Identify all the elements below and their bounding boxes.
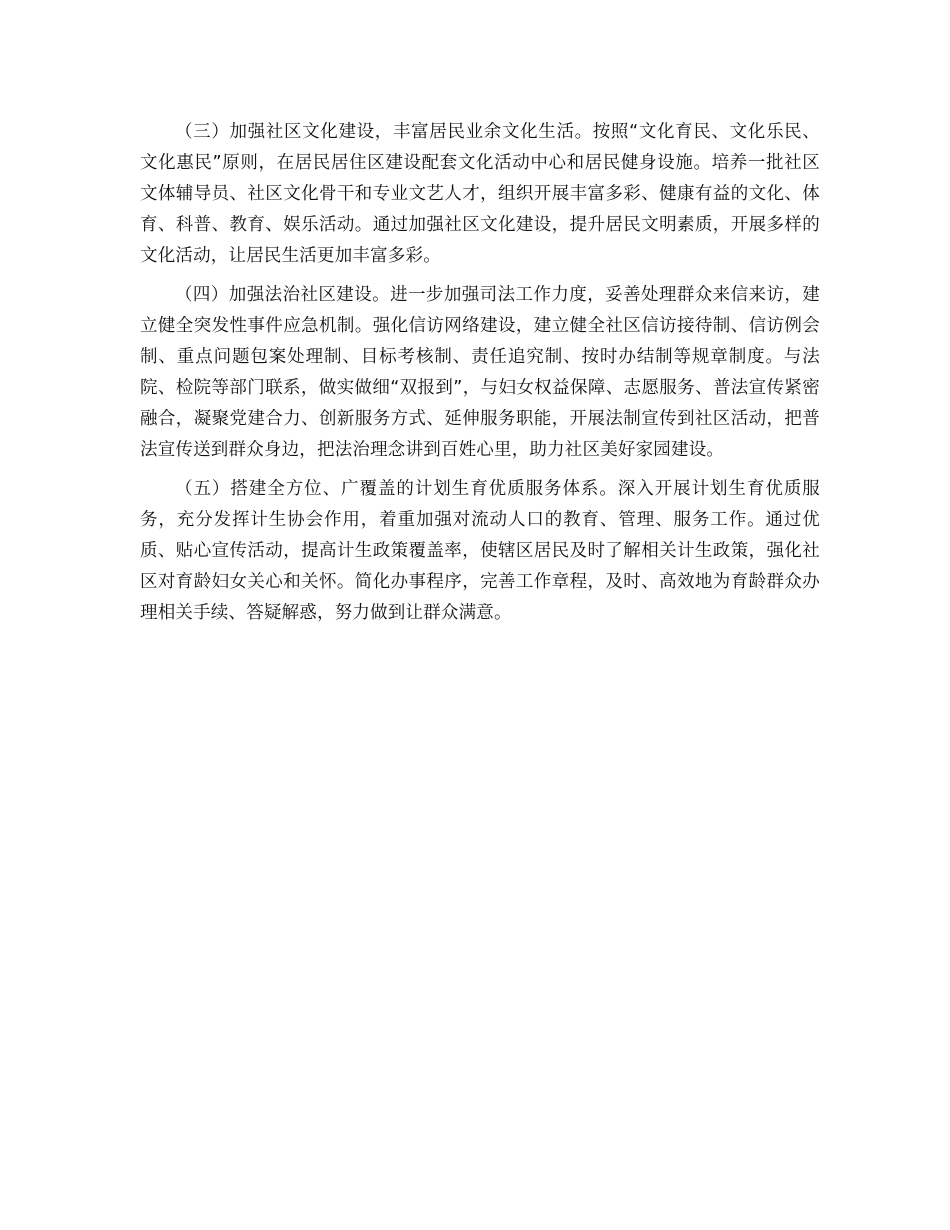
paragraph-rule-of-law: （四）加强法治社区建设。进一步加强司法工作力度，妥善处理群众来信来访，建立健全突发性事件应急机制。强化信访网络建设，建立健全社区信访接待制、信访例会制、重点问题包案处理制、目标考核制、责任追究制、按时办结制等规章制度。与法院、检院等部门联系，做实做细“双报到”，与妇女权益保障、志愿服务、普法宣传紧密融合，凝聚党建合力、创新服务方式、延伸服务职能，开展法制宣传到社区活动，把普法宣传送到群众身边，把法治理念讲到百姓心里，助力社区美好家园建设。 xyxy=(140,285,820,460)
paragraph-culture: （三）加强社区文化建设，丰富居民业余文化生活。按照“文化育民、文化乐民、文化惠民”原则，在居民居住区建设配套文化活动中心和居民健身设施。培养一批社区文体辅导员、社区文化骨干和专业文艺人才，组织开展丰富多彩、健康有益的文化、体育、科普、教育、娱乐活动。通过加强社区文化建设，提升居民文明素质，开展多样的文化活动，让居民生活更加丰富多彩。 xyxy=(140,122,820,266)
document-body xyxy=(140,117,820,637)
paragraph-family-planning: （五）搭建全方位、广覆盖的计划生育优质服务体系。深入开展计划生育优质服务，充分发挥计生协会作用，着重加强对流动人口的教育、管理、服务工作。通过优质、贴心宣传活动，提高计生政策覆盖率，使辖区居民及时了解相关计生政策，强化社区对育龄妇女关心和关怀。简化办事程序，完善工作章程，及时、高效地为育龄群众办理相关手续、答疑解惑，努力做到让群众满意。 xyxy=(140,479,820,623)
